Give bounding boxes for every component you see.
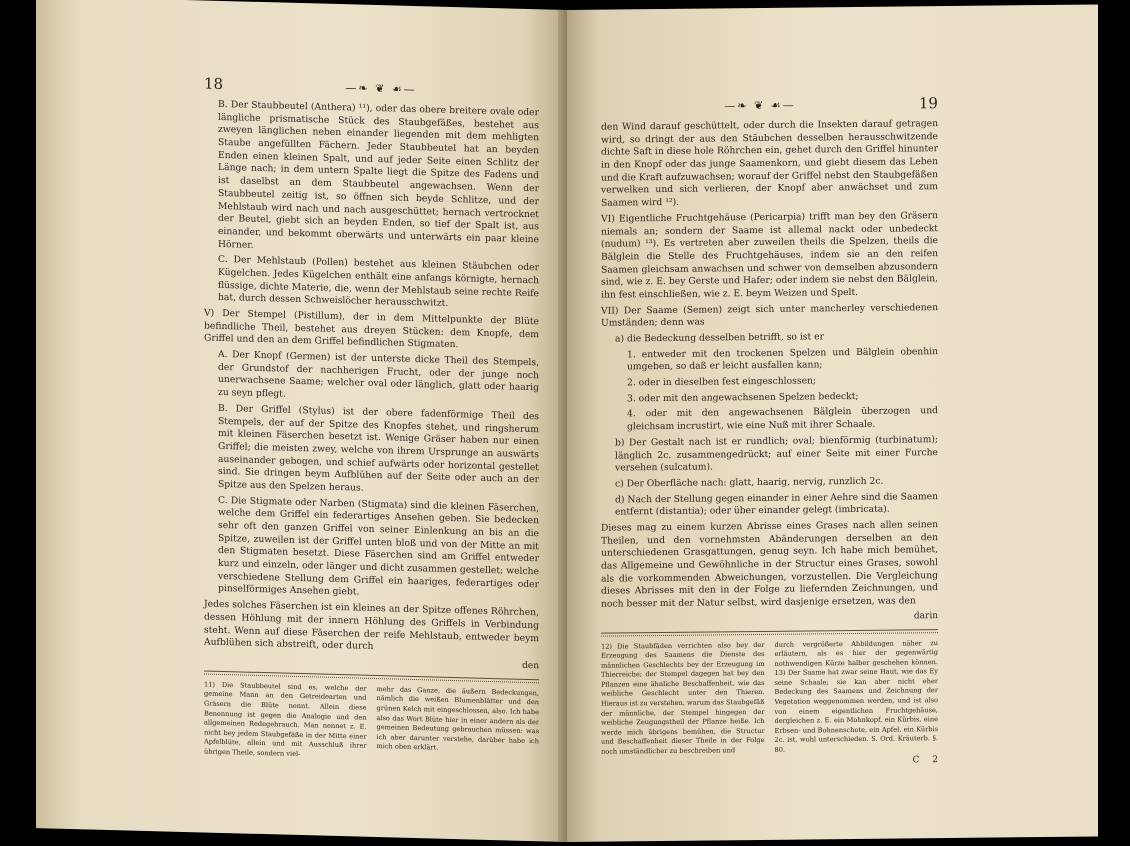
paragraph-stylus: B. Der Griffel (Stylus) ist der obere fadenförmige Theil des Stempels, der auf der Spitze des Knopfes stehet, und ringsherum mit kleinen Fäserchen besetzt ist. Wenige Gräser haben nur einen Griffel; die meisten zwey, welche von ihrem Ursprunge an auswärts auseinander gebogen, und schief aufwärts oder horizontal gestellet sind. Sie dringen beym Aufblühen auf der Seite oder auch an der Spitze aus den Spelzen heraus.	[218, 402, 539, 494]
paragraph-wind: den Wind darauf geschüttelt, oder durch die Insekten darauf getragen wird, so dringt der aus den Stäubchen desselben herausschwitzende dichte Saft in diese hole Röhrchen ein, gehet durch den Griffel hinunter in den Knopf oder das junge Saamenkorn, und giebt diesem das Leben und die Kraft aufzuwachsen; worauf der Griffel nebst den Staubgefäßen verwelken und sich verlieren, der Knopf aber anwächset und zum Saamen wird ¹²).	[601, 118, 938, 209]
list-item-1: 1. entweder mit den trockenen Spelzen und Bälglein obenhin umgeben, so daß er leicht ausfallen kann;	[627, 345, 938, 373]
list-item-c: c) Der Oberfläche nach: glatt, haarig, nervig, runzlich 2c.	[615, 475, 884, 490]
paragraph-faeserchen: Jedes solches Fäserchen ist ein kleines an der Spitze offenes Röhrchen, dessen Höhlung mit der innern Höhlung des Griffels in Verbindung steht. Wenn auf diese Fäserchen der reife Mehlstaub, entweder beym Aufblühen sich abstreift, oder durch	[204, 598, 539, 653]
paragraph-abriss: Dieses mag zu einem kurzen Abrisse eines Grases nach allen seinen Theilen, und den vornehmsten Abänderungen derselben an den unterschiedenen Grasgattungen, genug seyn. Ich habe mich bemühet, das Allgemeine und Gewöhnliche in der Structur eines Grases, sowohl als die vorkommenden Abweichungen, vorzustellen. Die Vergleichung dieses Abrisses mit den in der Folge zu liefernden Zeichnungen, und noch besser mit der Natur selbst, wird dasjenige ersetzen, was den	[601, 519, 938, 610]
paragraph-anthera: B. Der Staubbeutel (Anthera) ¹¹), oder das obere breitere ovale oder längliche prismatische Stück des Staubgefäßes, bestehet aus zweyen länglichen neben einander liegenden mit dem mehligten Staube angefüllten Fächern. Jeder Staubbeutel hat an beyden Enden einen kleinen Spalt, und auf jeder Seite einen Schlitz der Länge nach; in dem untern Spalte liegt die Spitze des Fadens und ist daselbst an dem Staubbeutel angewachsen. Wenn der Staubbeutel zeitig ist, so öffnen sich beyde Schlitze, und der Mehlstaub wird nach und nach ausgeschüttet; hernach vertrocknet der Beutel, giebt sich an beyden Enden, so tief der Spalt ist, aus einander, und bekommt oberwärts und unterwärts ein paar kleine Hörner.	[218, 98, 539, 251]
open-book	[36, 10, 1098, 842]
left-page-body	[204, 98, 539, 671]
list-item-3: 3. oder mit den angewachsenen Spelzen bedeckt;	[627, 390, 859, 405]
footnote-11-part-1: 11) Die Staubbeutel sind es, welche der gemeine Mann an den Getreidearten und Gräsern die Blüte nennt. Allein diese Benennung ist gegen die Analogie und den allgemeinen Redegebrauch. Man nennet z. E. nicht bey jedem Staubgefäße in der Mitte einer Apfelblüte, allein und mit Ausschluß ihrer übrigen Theile, sondern viel-	[204, 680, 367, 758]
right-page-number: 19	[918, 94, 938, 113]
footnote-11-part-2: mehr das Ganze, die äußern Bedeckungen, nämlich die weißen Blumenblätter und den grünen Kelch mit eingeschlossen, also. Ich habe also das Wort Blüte hier in einer andern als der gemeinen Bedeutung gebrauchen müssen: was ich aber darunter verstehe, darüber habe ich mich oben erklärt.	[376, 684, 539, 752]
left-page-number: 18	[204, 74, 224, 93]
right-page-header	[601, 94, 938, 116]
paragraph-germen: A. Der Knopf (Germen) ist der unterste dicke Theil des Stempels, der Grundstof der nachherigen Frucht, oder der junge noch unerwachsene Saame; welcher oval oder länglich, glatt oder haarig zu seyn pflegt.	[218, 348, 539, 400]
signature-letter: C	[912, 755, 920, 766]
paragraph-pollen: C. Der Mehlstaub (Pollen) bestehet aus kleinen Stäubchen oder Kügelchen. Jedes Kügelchen enthält eine anfangs körnigte, hernach flüssige, dichte Materie, die, wenn der Mehlstaub seine rechte Reife hat, durch dessen Schweislöcher herausschwitzt.	[218, 254, 539, 310]
list-item-a: a) die Bedeckung desselben betrifft, so ist er	[615, 331, 824, 345]
list-item-b: b) Der Gestalt nach ist er rundlich; oval; bienförmig (turbinatum); länglich 2c. zusammengedrückt; auf einer Seite mit einer Furche versehen (sulcatum).	[615, 433, 938, 474]
footnote-13: durch vergrößerte Abbildungen näher zu erläutern, als es hier der gegenwärtig nothwendigen Kürze halber geschehen können. 13) Der Saame hat zwar seine Haut, wie das Ey seine Schaale; sie kan aber nicht eher Bedeckung des Saamens und Zeichnung der Vegetation weggenommen werden, und ist also von einem eigentlichen Fruchtgehäuse, dergleichen z. E. ein Mohnkopf, ein Kürbis, eine Erbsen- und Bohnenschote, ein Apfel, ein Kürbis 2c. ist, wohl unterschieden. S. Ord. Kräuterb. §. 80.	[774, 638, 938, 754]
left-footnotes	[204, 680, 539, 765]
paragraph-pistillum: V) Der Stempel (Pistillum), der in dem Mittelpunkte der Blüte befindliche Theil, bestehet aus dreyen Stücken: dem Knopfe, dem Griffel und den an dem Griffel befindlichen Stigmaten.	[204, 307, 539, 351]
list-item-4: 4. oder mit den angewachsenen Bälglein überzogen und gleichsam incrustirt, wie eine Nuß mit ihrer Schaale.	[627, 405, 938, 433]
footnote-12: 12) Die Staubfäden verrichten also bey der Erzeugung des Saamens die Dienste des männlichen Geschlechts bey der Erzeugung im Thierreiche; der Stempel dagegen hat bey den Pflanzen eine ähnliche Beschaffenheit, wie das weibliche Geschlecht unter den Thieren. Hieraus ist zu verstehen, warum das Staubgefäß der männliche, der Stempel hingegen der weibliche Zeugungstheil der Pflanze heiße. Ich werde mich übrigens bemühen, die Structur und Beschaffenheit dieser Theile in der Folge noch umständlicher zu beschreiben und	[601, 640, 765, 756]
left-page-header	[204, 74, 539, 101]
left-page	[36, 0, 567, 842]
paragraph-stigmata: C. Die Stigmate oder Narben (Stigmata) sind die kleinen Fäserchen, welche dem Griffel ein federartiges Ansehen geben. Sie bedecken sehr oft den ganzen Griffel von seiner Einlenkung an bis an die Spitze, zuweilen ist der Griffel unten bloß und von der Mitte an mit den Stigmaten besetzt. Diese Fäserchen sind am Griffel entweder kurz und einzeln, oder länger und dicht zusammen gestellet; welche verschiedene Stellung dem Griffel ein haariges, federartiges oder pinselförmiges Ansehen giebt.	[218, 494, 539, 599]
paragraph-pericarpia: VI) Eigentliche Fruchtgehäuse (Pericarpia) trifft man bey den Gräsern niemals an; sondern der Saame ist allemal nackt oder unbedeckt (nudum) ¹³). Es vertreten aber zuweilen theils die Spelzen, theils die Bälglein die Stelle des Fruchtgehäuses, indem sie an den reifen Saamen gleichsam anwachsen und schwer von demselben abzusondern sind, wie z. E. bey Gerste und Hafer; oder indem sie nebst den Bälglein, ihn fest einschließen, wie z. E. beym Weizen und Spelt.	[601, 209, 938, 301]
list-item-d: d) Nach der Stellung gegen einander in einer Aehre sind die Saamen entfernt (distantia); oder über einander gelegt (imbricata).	[615, 490, 938, 518]
left-header-ornament: —❧ ❦ ☙—	[345, 80, 417, 96]
right-page	[567, 4, 1098, 842]
right-page-body	[601, 118, 938, 624]
right-footnote-rule	[601, 629, 938, 637]
right-header-ornament: —❧ ❦ ☙—	[724, 98, 796, 112]
signature-mark	[601, 755, 938, 769]
left-catchword: den	[522, 660, 539, 672]
right-catchword: darin	[913, 610, 938, 622]
signature-number: 2	[932, 755, 938, 766]
right-footnotes	[601, 639, 938, 757]
paragraph-semen: VII) Der Saame (Semen) zeigt sich unter mancherley verschiedenen Umständen; denn was	[601, 301, 938, 329]
list-item-2: 2. oder in dieselben fest eingeschlossen;	[627, 375, 817, 389]
